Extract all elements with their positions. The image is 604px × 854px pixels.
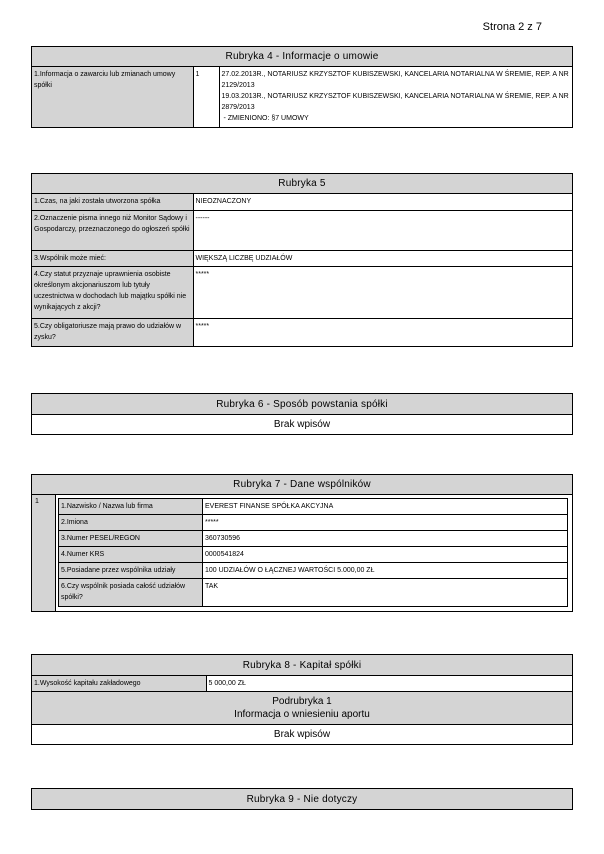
field-value: 100 UDZIAŁÓW O ŁĄCZNEJ WARTOŚCI 5.000,00 ZŁ: [203, 563, 568, 579]
field-value: ------: [193, 210, 572, 250]
field-value: [219, 67, 572, 127]
section-title: Rubryka 8 - Kapitał spółki: [32, 655, 572, 676]
section-rubryka-5: [31, 173, 573, 347]
field-label: 4.Czy statut przyznaje uprawnienia osobiste określonym akcjonariuszom lub tytuły uczestnictwa w dochodach lub majątku spółki nie wynikających z akcji?: [32, 266, 193, 318]
no-entries-text: Brak wpisów: [273, 419, 331, 430]
field-value: EVEREST FINANSE SPÓŁKA AKCYJNA: [203, 499, 568, 515]
section-rubryka-4: [31, 46, 573, 128]
field-value: *****: [203, 515, 568, 531]
agreement-change: - ZMIENIONO: §7 UMOWY: [223, 115, 309, 122]
field-value: *****: [193, 318, 572, 346]
field-value: 360730596: [203, 531, 568, 547]
field-label: 3.Wspólnik może mieć:: [32, 250, 193, 266]
subsection-header: [32, 691, 572, 725]
section-title: Rubryka 5: [32, 174, 572, 194]
agreement-line-2: 19.03.2013R., NOTARIUSZ KRZYSZTOF KUBISZEWSKI, KANCELARIA NOTARIALNA W ŚREMIE, REP. A NR 2879/2013: [221, 93, 569, 111]
agreement-line-1: 27.02.2013R., NOTARIUSZ KRZYSZTOF KUBISZEWSKI, KANCELARIA NOTARIALNA W ŚREMIE, REP. A NR 2129/2013: [221, 71, 569, 89]
section-rubryka-9: [31, 788, 573, 810]
field-label: 1.Czas, na jaki została utworzona spółka: [32, 194, 193, 210]
section-rubryka-8: [31, 654, 573, 745]
field-value: NIEOZNACZONY: [193, 194, 572, 210]
field-label: 3.Numer PESEL/REGON: [59, 531, 203, 547]
field-label: 2.Oznaczenie pisma innego niż Monitor Sądowy i Gospodarczy, przeznaczonego do ogłoszeń spółki: [32, 210, 193, 250]
no-entries-text: Brak wpisów: [273, 729, 331, 740]
field-value: WIĘKSZĄ LICZBĘ UDZIAŁÓW: [193, 250, 572, 266]
section-title: Rubryka 6 - Sposób powstania spółki: [32, 394, 572, 415]
subsection-title: Podrubryka 1: [272, 696, 332, 707]
field-value: 5 000,00 ZŁ: [206, 676, 572, 691]
page-number: Strona 2 z 7: [482, 21, 542, 33]
section-rubryka-7: [31, 474, 573, 612]
field-label: 5.Czy obligatoriusze mają prawo do udziałów w zysku?: [32, 318, 193, 346]
subsection-subtitle: Informacja o wniesieniu aportu: [234, 709, 370, 720]
field-label: 6.Czy wspólnik posiada całość udziałów spółki?: [59, 579, 203, 607]
field-value: 0000541824: [203, 547, 568, 563]
section-title: Rubryka 4 - Informacje o umowie: [32, 47, 572, 67]
field-label: 5.Posiadane przez wspólnika udziały: [59, 563, 203, 579]
section-rubryka-6: [31, 393, 573, 435]
field-label: 1.Informacja o zawarciu lub zmianach umowy spółki: [32, 67, 193, 127]
field-label: 1.Wysokość kapitału zakładowego: [32, 676, 206, 691]
field-value: *****: [193, 266, 572, 318]
section-title: Rubryka 7 - Dane wspólników: [32, 475, 572, 495]
field-label: 2.Imiona: [59, 515, 203, 531]
field-label: 4.Numer KRS: [59, 547, 203, 563]
entry-number: 1: [193, 67, 219, 127]
field-label: 1.Nazwisko / Nazwa lub firma: [59, 499, 203, 515]
section-title: Rubryka 9 - Nie dotyczy: [32, 789, 572, 809]
entry-number: 1: [32, 495, 56, 611]
field-value: TAK: [203, 579, 568, 607]
